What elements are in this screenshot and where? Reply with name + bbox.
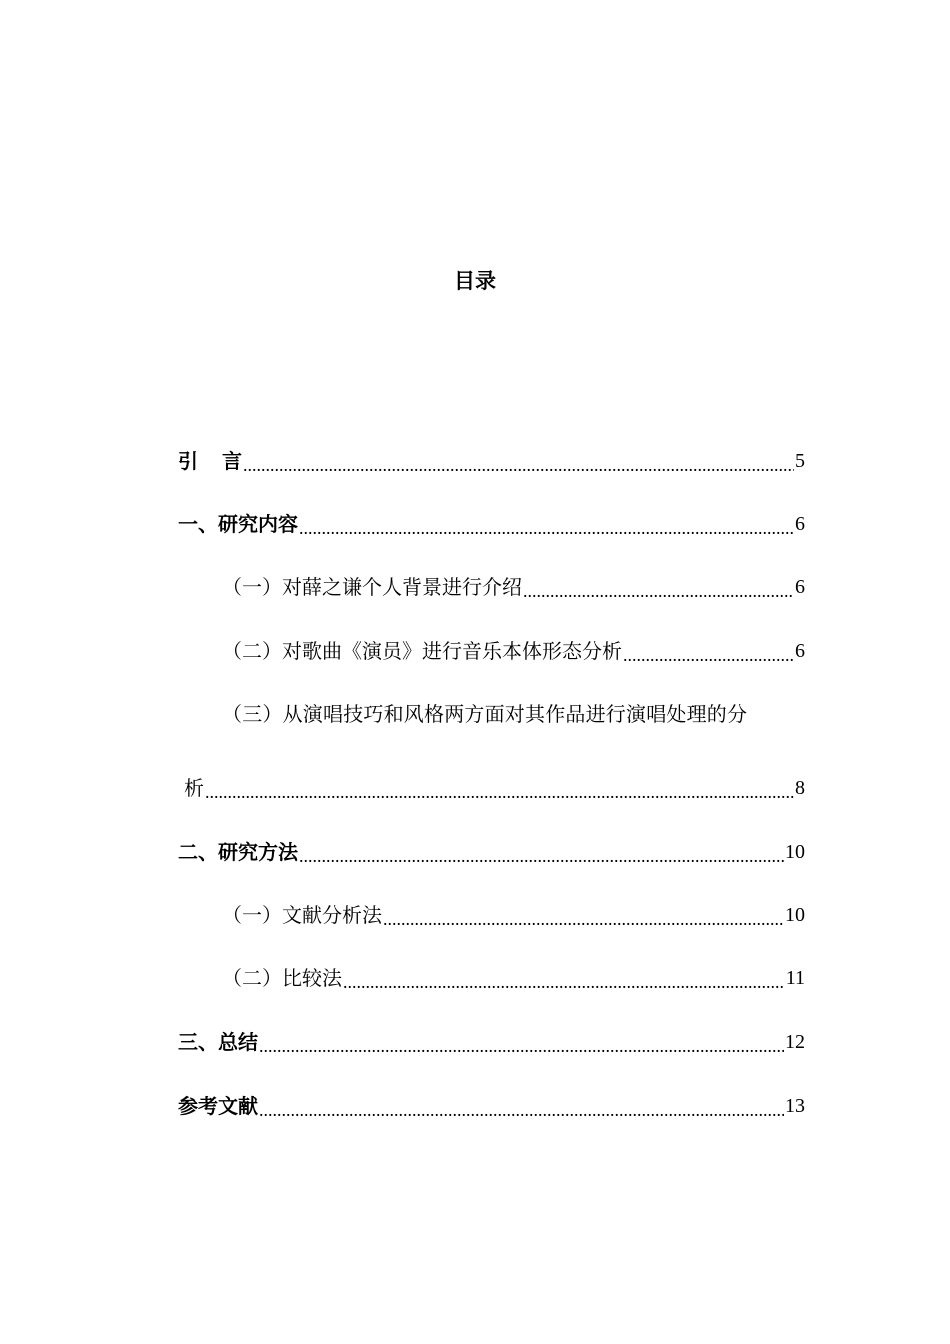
toc-entry-song-analysis[interactable] xyxy=(222,636,805,666)
dot-leader xyxy=(523,572,794,602)
toc-entry-label: 二、研究方法 xyxy=(178,840,298,864)
dot-leader xyxy=(243,446,794,476)
toc-entry-page: 10 xyxy=(785,841,805,863)
toc-entry-comparison[interactable] xyxy=(222,963,805,993)
toc-entry-page: 10 xyxy=(785,904,805,926)
toc-entry-label: （二）比较法 xyxy=(222,966,342,990)
toc-entry-label: 参考文献 xyxy=(178,1094,258,1118)
toc-entry-page: 12 xyxy=(785,1031,805,1053)
toc-entry-references[interactable] xyxy=(178,1091,805,1121)
toc-entry-page: 11 xyxy=(785,967,805,989)
toc-entry-research-content[interactable] xyxy=(178,509,805,539)
toc-entry-page: 13 xyxy=(785,1095,805,1117)
toc-entry-label: （二）对歌曲《演员》进行音乐本体形态分析 xyxy=(222,639,622,663)
dot-leader xyxy=(205,773,794,803)
toc-entry-page: 8 xyxy=(795,777,805,799)
toc-entry-summary[interactable] xyxy=(178,1027,805,1057)
dot-leader xyxy=(299,837,784,867)
toc-entry-literature-analysis[interactable] xyxy=(222,900,805,930)
toc-entry-page: 5 xyxy=(795,450,805,472)
dot-leader xyxy=(383,900,784,930)
toc-entry-label: 三、总结 xyxy=(178,1030,258,1054)
dot-leader xyxy=(259,1091,784,1121)
toc-entry-label: 析 xyxy=(184,776,204,800)
toc-entry-label: 引言 xyxy=(178,449,242,473)
toc-entry-intro[interactable] xyxy=(178,446,805,476)
toc-entry-page: 6 xyxy=(795,513,805,535)
toc-entry-page: 6 xyxy=(795,576,805,598)
toc-entry-label: （一）文献分析法 xyxy=(222,903,382,927)
dot-leader xyxy=(299,509,794,539)
toc-entry-background[interactable] xyxy=(222,572,805,602)
toc-entry-label: （一）对薛之谦个人背景进行介绍 xyxy=(222,575,522,599)
toc-entry-singing-analysis-line1[interactable]: （三）从演唱技巧和风格两方面对其作品进行演唱处理的分 xyxy=(222,702,748,726)
dot-leader xyxy=(343,963,785,993)
toc-title: 目录 xyxy=(454,269,496,293)
toc-entry-research-methods[interactable] xyxy=(178,837,805,867)
dot-leader xyxy=(623,636,794,666)
toc-entry-singing-analysis-line2[interactable] xyxy=(184,773,805,803)
dot-leader xyxy=(259,1027,784,1057)
toc-entry-label: 一、研究内容 xyxy=(178,512,298,536)
toc-entry-page: 6 xyxy=(795,640,805,662)
